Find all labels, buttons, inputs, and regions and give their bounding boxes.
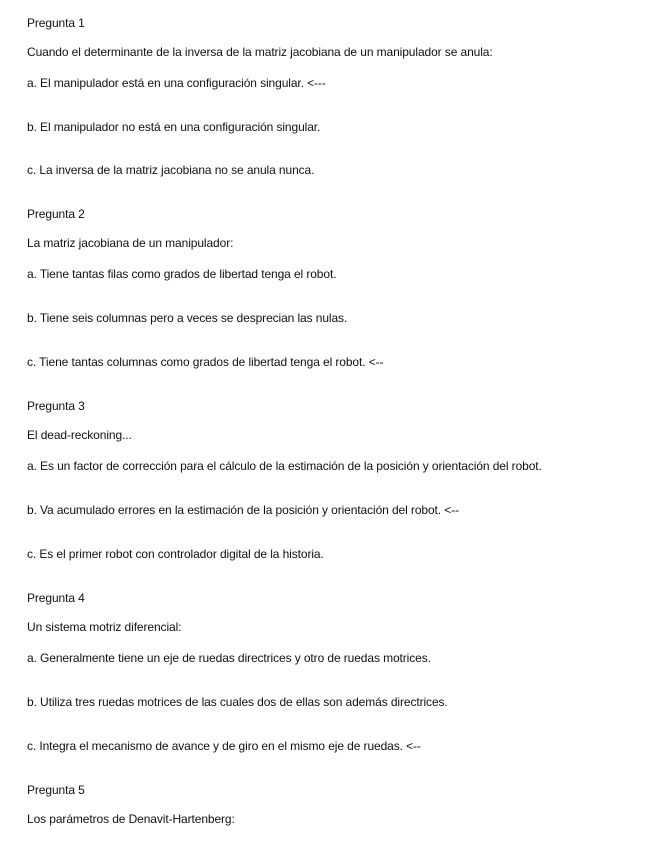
question-1-prompt: Cuando el determinante de la inversa de la matriz jacobiana de un manipulador se anula:: [27, 45, 493, 59]
question-3-title: Pregunta 3: [27, 399, 85, 413]
question-5-title: Pregunta 5: [27, 783, 85, 797]
question-3-option-c: c. Es el primer robot con controlador digital de la historia.: [27, 547, 324, 561]
question-2-option-a: a. Tiene tantas filas como grados de libertad tenga el robot.: [27, 267, 337, 281]
question-4-option-c: c. Integra el mecanismo de avance y de giro en el mismo eje de ruedas. <--: [27, 739, 421, 753]
question-4-option-a: a. Generalmente tiene un eje de ruedas directrices y otro de ruedas motrices.: [27, 651, 431, 665]
question-1-title: Pregunta 1: [27, 16, 85, 30]
question-3-option-b: b. Va acumulado errores en la estimación de la posición y orientación del robot. <--: [27, 503, 459, 517]
question-1-option-c: c. La inversa de la matriz jacobiana no se anula nunca.: [27, 163, 315, 177]
question-1-option-a: a. El manipulador está en una configuración singular. <---: [27, 76, 326, 90]
question-3-option-a: a. Es un factor de corrección para el cálculo de la estimación de la posición y orientación del robot.: [27, 459, 542, 473]
question-2-title: Pregunta 2: [27, 207, 85, 221]
question-4-option-b: b. Utiliza tres ruedas motrices de las cuales dos de ellas son además directrices.: [27, 695, 448, 709]
question-1-option-b: b. El manipulador no está en una configuración singular.: [27, 120, 321, 134]
question-3-prompt: El dead-reckoning...: [27, 428, 132, 442]
question-2-option-c: c. Tiene tantas columnas como grados de libertad tenga el robot. <--: [27, 355, 384, 369]
question-4-title: Pregunta 4: [27, 591, 85, 605]
question-5-prompt: Los parámetros de Denavit-Hartenberg:: [27, 812, 235, 826]
question-2-prompt: La matriz jacobiana de un manipulador:: [27, 236, 234, 250]
question-2-option-b: b. Tiene seis columnas pero a veces se desprecian las nulas.: [27, 311, 348, 325]
question-4-prompt: Un sistema motriz diferencial:: [27, 620, 182, 634]
